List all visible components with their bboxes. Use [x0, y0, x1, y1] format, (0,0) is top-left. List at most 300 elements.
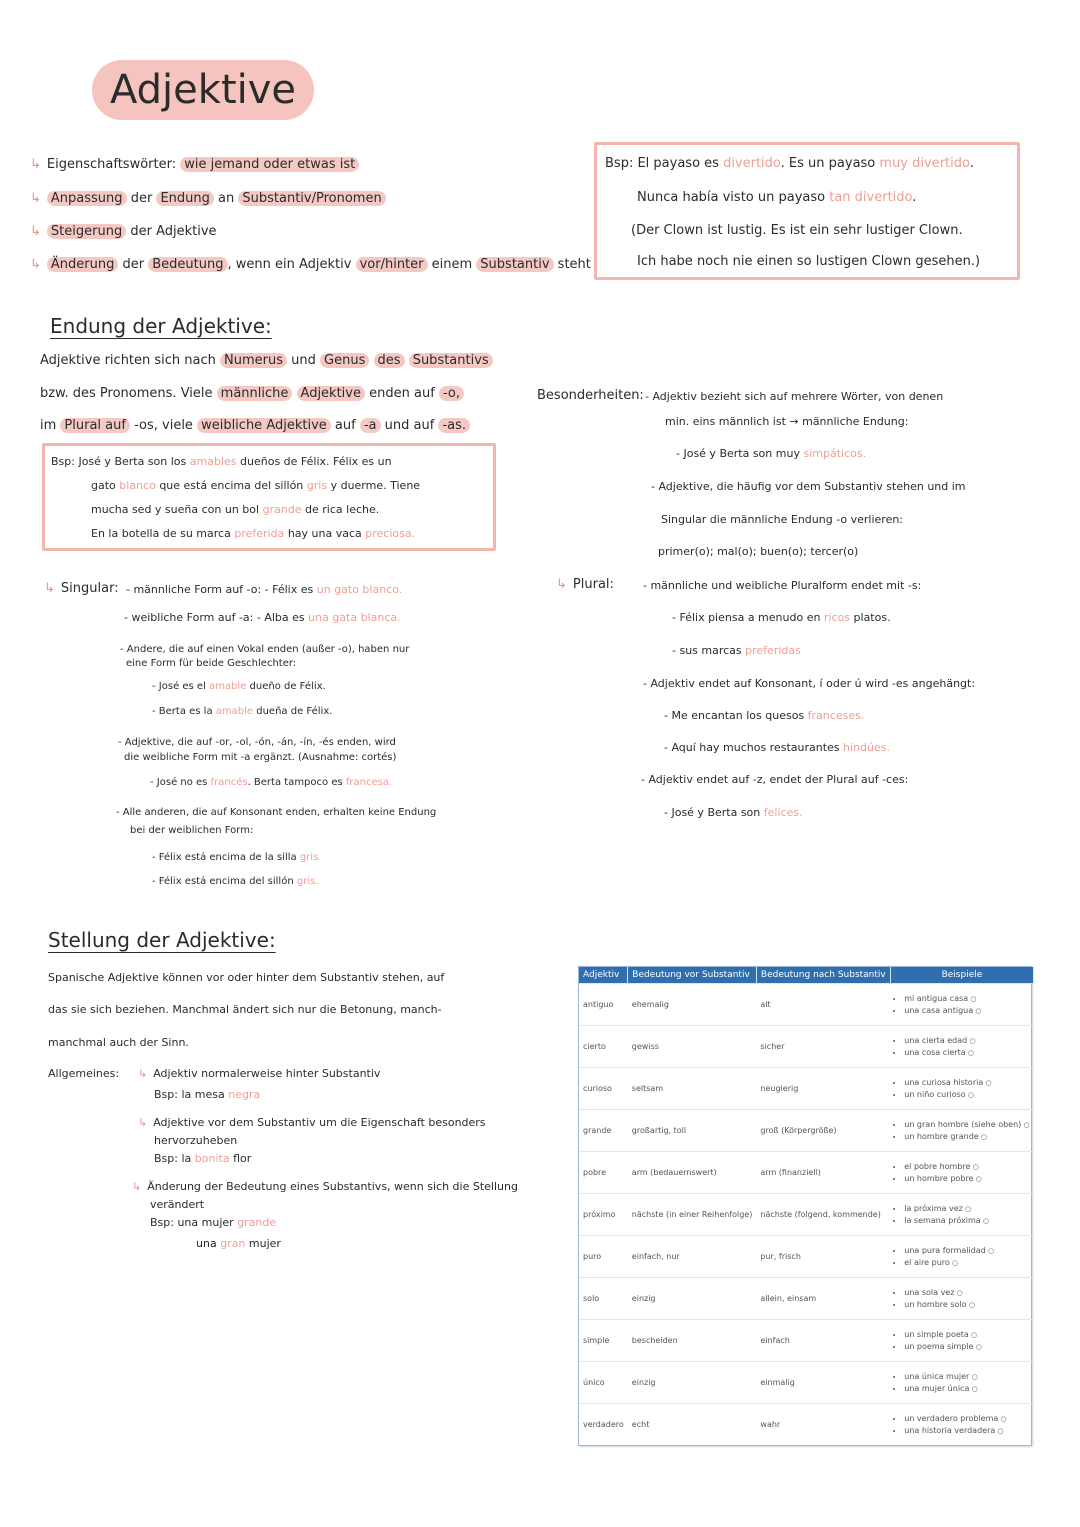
text: und auf	[384, 418, 435, 433]
arrow-icon: ↳	[44, 581, 55, 596]
text: - Félix está encima del sillón	[152, 876, 294, 887]
speech-bubble-icon[interactable]: ○	[995, 1427, 1004, 1435]
speech-bubble-icon[interactable]: ○	[965, 1091, 975, 1099]
table-header-row	[579, 967, 1034, 984]
pink-text: preferida	[234, 527, 285, 540]
besonder-line: - Adjektiv bezieht sich auf mehrere Wörter, von denen	[645, 390, 944, 403]
example-item	[904, 1120, 1029, 1129]
table-cell-nach: neugierig	[756, 1068, 890, 1110]
example-text: un hombre solo	[904, 1300, 967, 1309]
text: Bsp: una mujer	[150, 1216, 234, 1229]
example-text: una mujer única	[904, 1384, 970, 1393]
table-cell-adj: curioso	[579, 1068, 628, 1110]
plural-line	[664, 805, 803, 821]
speech-bubble-icon[interactable]: ○	[973, 1007, 982, 1015]
pink-text: divertido	[723, 156, 781, 171]
text: - José no es	[150, 777, 208, 788]
text: Änderung der Bedeutung eines Substantivs, wenn sich die Stellung	[147, 1180, 518, 1193]
endung-line-1	[40, 352, 493, 370]
example-item	[904, 1426, 1029, 1435]
plural-line: - Adjektiv endet auf Konsonant, í oder ú wird -es angehängt:	[643, 677, 976, 690]
table-cell-adj: grande	[579, 1110, 628, 1152]
example-item	[904, 994, 1029, 1003]
example-text: un poema simple	[904, 1342, 974, 1351]
example-list	[894, 1330, 1029, 1351]
intro-line-2	[30, 190, 386, 208]
box-line	[91, 502, 379, 518]
box-line	[637, 189, 916, 207]
plural-label: Plural:	[572, 577, 614, 592]
speech-bubble-icon[interactable]: ○	[968, 1331, 978, 1339]
example-text: el pobre hombre	[904, 1162, 971, 1171]
example-text: mi antigua casa	[904, 994, 969, 1003]
singular-header	[44, 580, 119, 598]
text: Adjektive vor dem Substantiv um die Eigenschaft besonders	[153, 1116, 486, 1129]
example-item	[904, 1216, 1029, 1225]
pink-text: francesa.	[345, 777, 393, 788]
plural-line	[672, 643, 801, 659]
table-cell-adj: verdadero	[579, 1404, 628, 1446]
example-item	[904, 1300, 1029, 1309]
text: - sus marcas	[672, 644, 742, 657]
highlight-text: Bedeutung	[148, 257, 227, 272]
plural-header	[556, 576, 614, 594]
pink-text: preferidas	[745, 644, 801, 657]
example-list	[894, 1120, 1029, 1141]
pink-text: grande	[237, 1216, 277, 1229]
singular-line	[152, 874, 319, 890]
stellung-line	[196, 1236, 281, 1252]
highlight-text: Genus	[320, 353, 369, 368]
speech-bubble-icon[interactable]: ○	[968, 995, 977, 1003]
pink-text: ricos	[823, 611, 851, 624]
example-item	[904, 1330, 1029, 1339]
table-cell-examples	[890, 1236, 1033, 1278]
example-list	[894, 1078, 1029, 1099]
table-cell-examples	[890, 1404, 1033, 1446]
text: flor	[233, 1152, 252, 1165]
box-line	[91, 478, 420, 494]
section-heading-endung: Endung der Adjektive:	[50, 314, 272, 338]
intro-text: Eigenschaftswörter:	[46, 157, 177, 172]
example-text: una historia verdadera	[904, 1426, 996, 1435]
table-cell-adj: puro	[579, 1236, 628, 1278]
intro-text: der Adjektive	[130, 224, 217, 239]
speech-bubble-icon[interactable]: ○	[967, 1037, 976, 1045]
table-cell-vor: seltsam	[628, 1068, 757, 1110]
box-text: mucha sed y sueña con un bol	[91, 503, 260, 516]
pink-text: hindúes.	[843, 741, 890, 754]
stellung-line	[138, 1115, 486, 1131]
example-item	[904, 1090, 1029, 1099]
table-cell-vor: großartig, toll	[628, 1110, 757, 1152]
example-item	[904, 1174, 1029, 1183]
arrow-icon: ↳	[132, 1180, 142, 1193]
highlight-text: männliche	[217, 386, 293, 401]
singular-line	[150, 775, 392, 791]
box-text: dueños de Félix. Félix es un	[240, 455, 392, 468]
table-cell-examples	[890, 1362, 1033, 1404]
example-item	[904, 1288, 1029, 1297]
stellung-line: manchmal auch der Sinn.	[48, 1036, 189, 1049]
arrow-icon: ↳	[556, 577, 567, 592]
example-text: una pura formalidad	[904, 1246, 986, 1255]
speech-bubble-icon[interactable]: ○	[973, 1175, 982, 1183]
table-cell-vor: bescheiden	[628, 1320, 757, 1362]
text: und	[291, 353, 316, 368]
text: Adjektiv normalerweise hinter Substantiv	[153, 1067, 381, 1080]
example-item	[904, 1078, 1029, 1087]
intro-text: der	[130, 191, 153, 206]
pink-text: bonita	[194, 1152, 230, 1165]
speech-bubble-icon[interactable]: ○	[1021, 1121, 1030, 1129]
example-list	[894, 994, 1029, 1015]
example-list	[894, 1162, 1029, 1183]
singular-line	[126, 582, 402, 598]
besonder-line: min. eins männlich ist → männliche Endung:	[665, 415, 909, 428]
singular-line: - Adjektive, die auf -or, -ol, -ón, -án, -ín, -és enden, wird	[118, 737, 396, 748]
pink-text: felices.	[763, 806, 803, 819]
box-line	[51, 454, 392, 470]
speech-bubble-icon[interactable]: ○	[954, 1289, 963, 1297]
intro-text: steht	[557, 257, 591, 272]
highlight-text: wie jemand oder etwas ist	[180, 157, 359, 172]
example-text: la semana próxima	[904, 1216, 981, 1225]
table-cell-nach: einmalig	[756, 1362, 890, 1404]
text: - José es el	[152, 681, 206, 692]
table-header: Bedeutung nach Substantiv	[756, 967, 890, 984]
box-text: Bsp: El payaso es	[605, 156, 719, 171]
speech-bubble-icon[interactable]: ○	[969, 1385, 978, 1393]
text: dueña de Félix.	[256, 706, 333, 717]
speech-bubble-icon[interactable]: ○	[969, 1373, 978, 1381]
table-row	[579, 1152, 1034, 1194]
table-cell-nach: allein, einsam	[756, 1278, 890, 1320]
table-row	[579, 1110, 1034, 1152]
stellung-line: das sie sich beziehen. Manchmal ändert sich nur die Betonung, manch-	[48, 1003, 442, 1016]
speech-bubble-icon[interactable]: ○	[985, 1247, 995, 1255]
table-row	[579, 1236, 1034, 1278]
example-box-payaso	[594, 142, 1020, 280]
stellung-line	[138, 1066, 380, 1082]
endung-line-3	[40, 417, 470, 435]
example-item	[904, 1132, 1029, 1141]
text: - weibliche Form auf -a: - Alba es	[124, 611, 305, 624]
arrow-icon: ↳	[30, 191, 41, 206]
speech-bubble-icon[interactable]: ○	[978, 1133, 988, 1141]
text: - Félix está encima de la silla	[152, 852, 297, 863]
plural-line	[672, 610, 891, 626]
pink-text: grande	[262, 503, 302, 516]
pink-text: un gato blanco.	[316, 583, 403, 596]
singular-line: die weibliche Form mit -a ergänzt. (Ausnahme: cortés)	[124, 752, 397, 763]
plural-line: - Adjektiv endet auf -z, endet der Plural auf -ces:	[641, 773, 909, 786]
text: enden auf	[369, 386, 435, 401]
table-cell-vor: ehemalig	[628, 984, 757, 1026]
box-line: (Der Clown ist lustig. Es ist ein sehr lustiger Clown.	[631, 223, 963, 238]
highlight-text: Substantiv/Pronomen	[238, 191, 385, 206]
table-cell-adj: próximo	[579, 1194, 628, 1236]
table-cell-vor: einfach, nur	[628, 1236, 757, 1278]
besonder-line: - Adjektive, die häufig vor dem Substantiv stehen und im	[651, 480, 966, 493]
example-text: una única mujer	[904, 1372, 970, 1381]
table-cell-vor: einzig	[628, 1278, 757, 1320]
table-cell-adj: único	[579, 1362, 628, 1404]
example-list	[894, 1246, 1029, 1267]
speech-bubble-icon[interactable]: ○	[962, 1205, 972, 1213]
text: Bsp: la	[154, 1152, 192, 1165]
table-cell-adj: solo	[579, 1278, 628, 1320]
singular-line: eine Form für beide Geschlechter:	[126, 658, 297, 669]
highlight-text: Numerus	[220, 353, 287, 368]
table-cell-vor: einzig	[628, 1362, 757, 1404]
highlight-text: vor/hinter	[356, 257, 428, 272]
text: - José y Berta son	[664, 806, 761, 819]
highlight-text: Plural auf	[60, 418, 130, 433]
example-text: un gran hombre (siehe oben)	[904, 1120, 1022, 1129]
text: mujer	[248, 1237, 281, 1250]
highlight-text: Steigerung	[47, 224, 126, 239]
example-text: un simple poeta	[904, 1330, 969, 1339]
intro-line-4	[30, 256, 591, 274]
highlight-text: Adjektive	[297, 386, 365, 401]
table-cell-nach: einfach	[756, 1320, 890, 1362]
text: auf	[334, 418, 356, 433]
example-list	[894, 1288, 1029, 1309]
highlight-text: des	[374, 353, 405, 368]
pink-text: gran	[220, 1237, 246, 1250]
besonderheiten-label: Besonderheiten:	[537, 388, 644, 403]
pink-text: negra	[228, 1088, 261, 1101]
text: -os, viele	[134, 418, 193, 433]
speech-bubble-icon[interactable]: ○	[973, 1343, 982, 1351]
table-cell-nach: arm (finanziell)	[756, 1152, 890, 1194]
speech-bubble-icon[interactable]: ○	[965, 1049, 974, 1057]
highlight-text: -as.	[438, 418, 470, 433]
pink-text: blanco	[119, 479, 156, 492]
highlight-text: weibliche Adjektive	[197, 418, 331, 433]
singular-label: Singular:	[60, 581, 119, 596]
table-row	[579, 1278, 1034, 1320]
arrow-icon: ↳	[138, 1116, 148, 1129]
arrow-icon: ↳	[30, 257, 41, 272]
singular-line: bei der weiblichen Form:	[130, 825, 254, 836]
stellung-line: Spanische Adjektive können vor oder hinter dem Substantiv stehen, auf	[48, 971, 445, 984]
page-title: Adjektive	[92, 60, 314, 120]
stellung-line: hervorzuheben	[154, 1134, 238, 1147]
table-cell-nach: pur, frisch	[756, 1236, 890, 1278]
intro-text: an	[218, 191, 235, 206]
box-text: Bsp: José y Berta son los	[51, 455, 187, 468]
stellung-line	[154, 1151, 251, 1167]
singular-line: - Andere, die auf einen Vokal enden (außer -o), haben nur	[120, 644, 410, 655]
text: - Félix piensa a menudo en	[672, 611, 821, 624]
text: una	[196, 1237, 217, 1250]
pink-text: amable	[215, 706, 254, 717]
stellung-line	[150, 1215, 276, 1231]
highlight-text: -o,	[439, 386, 464, 401]
singular-line: - Alle anderen, die auf Konsonant enden, erhalten keine Endung	[116, 807, 437, 818]
table-cell-nach: alt	[756, 984, 890, 1026]
highlight-text: Endung	[156, 191, 213, 206]
box-text: hay una vaca	[287, 527, 362, 540]
table-row	[579, 1194, 1034, 1236]
pink-text: amables	[189, 455, 237, 468]
box-line	[91, 526, 415, 542]
example-text: una cierta edad	[904, 1036, 968, 1045]
example-item	[904, 1204, 1029, 1213]
intro-text: einem	[431, 257, 473, 272]
box-text: . Es un payaso	[780, 156, 876, 171]
example-item	[904, 1414, 1029, 1423]
example-box-felix	[42, 443, 496, 551]
besonder-line	[676, 446, 866, 462]
example-item	[904, 1006, 1029, 1015]
table-cell-examples	[890, 1320, 1033, 1362]
pink-text: simpáticos.	[803, 447, 867, 460]
speech-bubble-icon[interactable]: ○	[970, 1163, 979, 1171]
example-text: una casa antigua	[904, 1006, 974, 1015]
table-header: Bedeutung vor Substantiv	[628, 967, 757, 984]
example-text: un niño curioso	[904, 1090, 966, 1099]
box-text: que está encima del sillón	[159, 479, 304, 492]
arrow-icon: ↳	[30, 157, 41, 172]
table-cell-nach: nächste (folgend, kommende)	[756, 1194, 890, 1236]
example-text: una sola vez	[904, 1288, 955, 1297]
highlight-text: Anpassung	[47, 191, 127, 206]
text: dueño de Félix.	[249, 681, 326, 692]
text: - männliche Form auf -o: - Félix es	[126, 583, 314, 596]
table-cell-adj: pobre	[579, 1152, 628, 1194]
pink-text: amable	[209, 681, 247, 692]
example-item	[904, 1162, 1029, 1171]
example-list	[894, 1204, 1029, 1225]
example-list	[894, 1372, 1029, 1393]
example-text: un verdadero problema	[904, 1414, 999, 1423]
table-cell-examples	[890, 984, 1033, 1026]
text: - Aquí hay muchos restaurantes	[664, 741, 840, 754]
speech-bubble-icon[interactable]: ○	[983, 1079, 992, 1087]
example-item	[904, 1384, 1029, 1393]
example-text: la próxima vez	[904, 1204, 963, 1213]
pink-text: muy divertido	[879, 156, 970, 171]
speech-bubble-icon[interactable]: ○	[966, 1301, 975, 1309]
table-row	[579, 1362, 1034, 1404]
pink-text: francés	[210, 777, 248, 788]
text: - José y Berta son muy	[676, 447, 800, 460]
box-line	[605, 155, 974, 173]
highlight-text: -a	[360, 418, 381, 433]
table-row	[579, 1404, 1034, 1446]
example-list	[894, 1036, 1029, 1057]
table-row	[579, 1320, 1034, 1362]
table-cell-nach: sicher	[756, 1026, 890, 1068]
speech-bubble-icon[interactable]: ○	[980, 1217, 990, 1225]
example-item	[904, 1036, 1029, 1045]
example-text: una cosa cierta	[904, 1048, 966, 1057]
highlight-text: Änderung	[47, 257, 118, 272]
text: bzw. des Pronomens. Viele	[40, 386, 213, 401]
allgemeines-label: Allgemeines:	[48, 1067, 120, 1080]
table-row	[579, 1068, 1034, 1110]
example-item	[904, 1048, 1029, 1057]
adjective-table-container	[578, 966, 1032, 1446]
pink-text: una gata blanca.	[308, 611, 401, 624]
highlight-text: Substantiv	[476, 257, 553, 272]
speech-bubble-icon[interactable]: ○	[949, 1259, 959, 1267]
highlight-text: Substantivs	[409, 353, 493, 368]
plural-line	[664, 740, 890, 756]
table-cell-examples	[890, 1026, 1033, 1068]
plural-line: - männliche und weibliche Pluralform endet mit -s:	[643, 579, 922, 592]
singular-line	[152, 679, 326, 695]
box-text: gato	[91, 479, 116, 492]
table-row	[579, 984, 1034, 1026]
table-row	[579, 1026, 1034, 1068]
example-item	[904, 1342, 1029, 1351]
stellung-line	[132, 1179, 518, 1195]
pink-text: gris	[306, 479, 328, 492]
pink-text: franceses.	[807, 709, 865, 722]
box-text: de rica leche.	[305, 503, 380, 516]
text: im	[40, 418, 57, 433]
table-body	[579, 984, 1034, 1446]
intro-text: , wenn ein Adjektiv	[227, 257, 352, 272]
arrow-icon: ↳	[30, 224, 41, 239]
speech-bubble-icon[interactable]: ○	[998, 1415, 1007, 1423]
table-cell-examples	[890, 1110, 1033, 1152]
example-text: el aire puro	[904, 1258, 950, 1267]
box-text: .	[969, 156, 974, 171]
singular-line	[124, 610, 401, 626]
table-cell-adj: cierto	[579, 1026, 628, 1068]
plural-line	[664, 708, 864, 724]
table-header: Beispiele	[890, 967, 1033, 984]
intro-line-3	[30, 223, 217, 241]
example-item	[904, 1246, 1029, 1255]
table-cell-vor: nächste (in einer Reihenfolge)	[628, 1194, 757, 1236]
table-cell-vor: arm (bedauernswert)	[628, 1152, 757, 1194]
table-cell-examples	[890, 1194, 1033, 1236]
text: Bsp: la mesa	[154, 1088, 225, 1101]
table-cell-examples	[890, 1068, 1033, 1110]
text: - Berta es la	[152, 706, 213, 717]
example-text: un hombre pobre	[904, 1174, 974, 1183]
table-cell-adj: simple	[579, 1320, 628, 1362]
intro-line-1	[30, 156, 359, 174]
table-cell-vor: gewiss	[628, 1026, 757, 1068]
box-text: .	[912, 190, 917, 205]
text: . Berta tampoco es	[247, 777, 343, 788]
singular-line	[152, 704, 332, 720]
arrow-icon: ↳	[138, 1067, 148, 1080]
text: Adjektive richten sich nach	[40, 353, 216, 368]
table-cell-nach: wahr	[756, 1404, 890, 1446]
box-text: y duerme. Tiene	[330, 479, 421, 492]
endung-line-2	[40, 385, 464, 403]
pink-text: tan divertido	[829, 190, 913, 205]
text: platos.	[853, 611, 891, 624]
box-text: En la botella de su marca	[91, 527, 231, 540]
text: - Me encantan los quesos	[664, 709, 805, 722]
table-header: Adjektiv	[579, 967, 628, 984]
example-text: una curiosa historia	[904, 1078, 984, 1087]
besonder-line: Singular die männliche Endung -o verlieren:	[661, 513, 904, 526]
pink-text: gris.	[299, 852, 322, 863]
stellung-line	[154, 1087, 260, 1103]
intro-text: der	[122, 257, 145, 272]
stellung-line: verändert	[150, 1198, 205, 1211]
